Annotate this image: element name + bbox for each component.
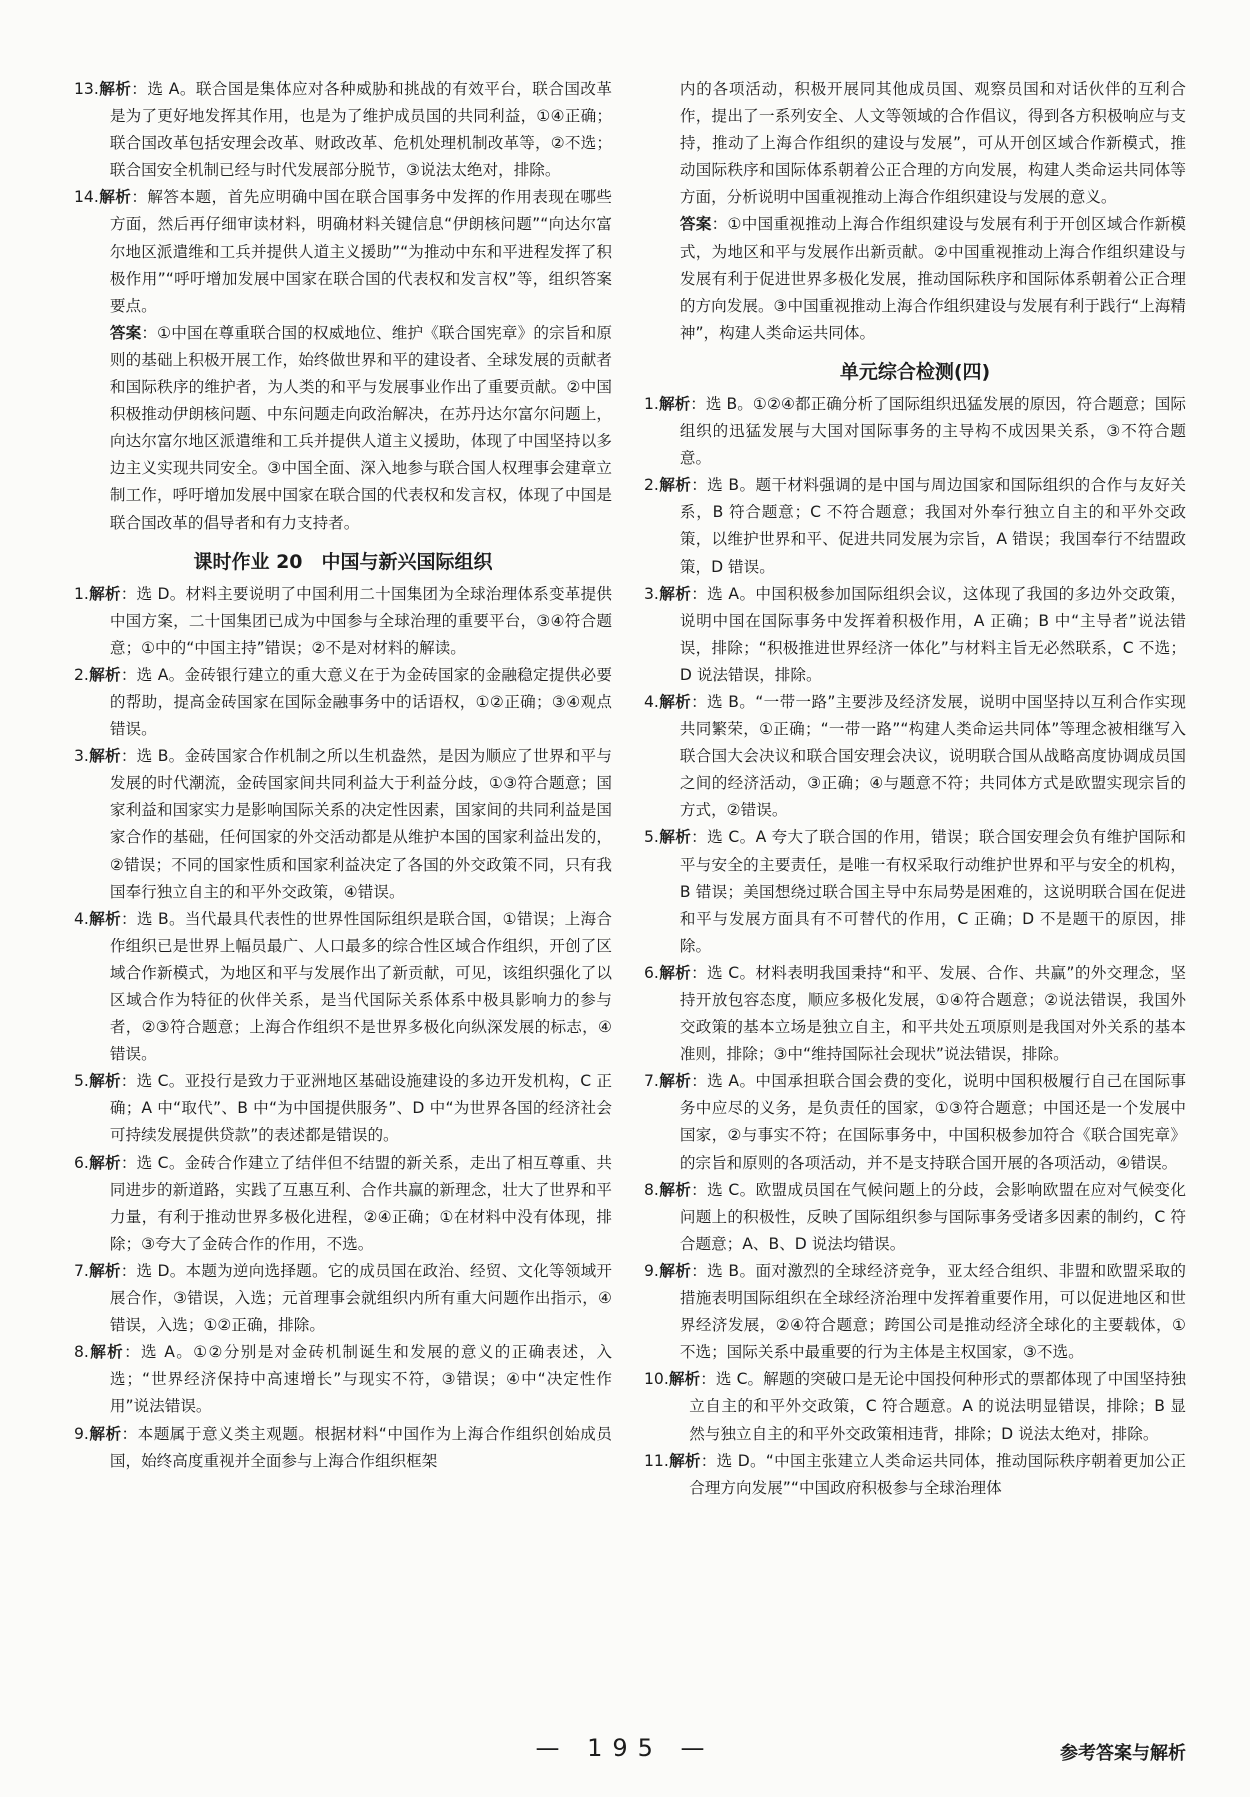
answer-item: 4.解析：选 B。“一带一路”主要涉及经济发展，说明中国坚持以互利合作实现共同繁荣，①正确；“一带一路”“构建人类命运共同体”等理念被相继写入联合国大会决议和联合国安理会决议，说明联合国从战略高度协调成员国之间的经济活动，③正确；④与题意不符；共同体方式是欧盟实现宗旨的方式，②错误。 — [644, 692, 1186, 820]
answer-item: 7.解析：选 D。本题为逆向选择题。它的成员国在政治、经贸、文化等领域开展合作，③错误，入选；元首理事会就组织内所有重大问题作出指示，④错误，入选；①②正确，排除。 — [74, 1261, 612, 1335]
right-column — [644, 76, 1186, 1502]
left-column — [74, 76, 612, 1475]
answer-item: 6.解析：选 C。金砖合作建立了结伴但不结盟的新关系，走出了相互尊重、共同进步的新道路，实践了互惠互利、合作共赢的新理念，壮大了世界和平力量，有利于推动世界多极化进程，②④正确；①在材料中没有体现，排除；③夸大了金砖合作的作用，不选。 — [74, 1153, 612, 1253]
answer-item: 3.解析：选 B。金砖国家合作机制之所以生机盎然，是因为顺应了世界和平与发展的时代潮流，金砖国家间共同利益大于利益分歧，①③符合题意；国家利益和国家实力是影响国际关系的决定性因素，国家间的共同利益是国家合作的基础，任何国家的外交活动都是从维护本国的国家利益出发的，②错误；不同的国家性质和国家利益决定了各国的外交政策不同，只有我国奉行独立自主的和平外交政策，④错误。 — [74, 747, 612, 901]
answer-item: 9.解析：选 B。面对激烈的全球经济竞争，亚太经合组织、非盟和欧盟采取的措施表明国际组织在全球经济治理中发挥着重要作用，可以促进地区和世界经济发展，②④符合题意；跨国公司是推动经济全球化的主要载体，①不选；国际关系中最重要的行为主体是主权国家，③不选。 — [644, 1261, 1186, 1362]
answer-item: 1.解析：选 D。材料主要说明了中国利用二十国集团为全球治理体系变革提供中国方案，二十国集团已成为中国参与全球治理的重要平台，③④符合题意；①中的“中国主持”错误；②不是对材料的解读。 — [74, 584, 612, 657]
answer-9-answer: 答案：①中国重视推动上海合作组织建设与发展有利于开创区域合作新模式，为地区和平与发展作出新贡献。②中国重视推动上海合作组织建设与发展有利于促进世界多极化发展，推动国际秩序和国际体系朝着公正合理的方向发展。③中国重视推动上海合作组织建设与发展有利于践行“上海精神”，构建人类命运共同体。 — [679, 215, 1186, 342]
answer-item: 2.解析：选 B。题干材料强调的是中国与周边国家和国际组织的合作与友好关系，B 符合题意；C 不符合题意；我国对外奉行独立自主的和平外交政策，以维护世界和平、促进共同发展为宗旨，A 错误；我国奉行不结盟政策，D 错误。 — [644, 476, 1186, 576]
answer-item: 4.解析：选 B。当代最具代表性的世界性国际组织是联合国，①错误；上海合作组织已是世界上幅员最广、人口最多的综合性区域合作组织，开创了区域合作新模式，为地区和平与发展作出了新贡献，可见，该组织强化了以区域合作为特征的伙伴关系，是当代国际关系体系中极具影响力的参与者，②③符合题意；上海合作组织不是世界多极化向纵深发展的标志，④错误。 — [74, 909, 612, 1064]
answer-item-14: 14.解析：解答本题，首先应明确中国在联合国事务中发挥的作用表现在哪些方面，然后再仔细审读材料，明确材料关键信息“伊朗核问题”“向达尔富尔地区派遣维和工兵并提供人道主义援助”“为推动中东和平进程发挥了积极作用”“呼吁增加发展中国家在联合国的代表权和发言权”等，组织答案要点。 — [74, 188, 612, 315]
answer-item: 8.解析：选 C。欧盟成员国在气候问题上的分歧，会影响欧盟在应对气候变化问题上的积极性，反映了国际组织参与国际事务受诸多因素的制约，C 符合题意；A、B、D 说法均错误。 — [644, 1180, 1186, 1253]
answer-item: 5.解析：选 C。A 夸大了联合国的作用，错误；联合国安理会负有维护国际和平与安全的主要责任，是唯一有权采取行动维护世界和平与安全的机构，B 错误；美国想绕过联合国主导中东局势是困难的，这说明联合国在促进和平与发展方面具有不可替代的作用，C 正确；D 不是题干的原因，排除。 — [644, 828, 1186, 955]
answer-item: 9.解析：本题属于意义类主观题。根据材料“中国作为上海合作组织创始成员国，始终高度重视并全面参与上海合作组织框架 — [74, 1424, 612, 1470]
answer-item: 5.解析：选 C。亚投行是致力于亚洲地区基础设施建设的多边开发机构，C 正确；A 中“取代”、B 中“为中国提供服务”、D 中“为世界各国的经济社会可持续发展提供贷款”的表述都是错误的。 — [74, 1072, 612, 1145]
section-title-lesson-20: 课时作业 20 中国与新兴国际组织 — [193, 550, 493, 573]
answer-item: 8.解析：选 A。①②分别是对金砖机制诞生和发展的意义的正确表述，入选；“世界经济保持中高速增长”与现实不符，③错误；④中“决定性作用”说法错误。 — [74, 1343, 612, 1416]
answer-item: 3.解析：选 A。中国积极参加国际组织会议，这体现了我国的多边外交政策，说明中国在国际事务中发挥着积极作用，A 正确；B 中“主导者”说法错误，排除；“积极推进世界经济一体化”与材料主旨无必然联系，C 不选；D 说法错误，排除。 — [644, 584, 1186, 684]
answer-item: 1.解析：选 B。①②④都正确分析了国际组织迅猛发展的原因，符合题意；国际组织的迅猛发展与大国对国际事务的主导构不成因果关系，③不符合题意。 — [644, 394, 1186, 468]
answer-item: 6.解析：选 C。材料表明我国秉持“和平、发展、合作、共赢”的外交理念，坚持开放包容态度，顺应多极化发展，①④符合题意；②说法错误，我国外交政策的基本立场是独立自主，和平共处五项原则是我国对外关系的基本准则，排除；③中“维持国际社会现状”说法错误，排除。 — [644, 963, 1186, 1064]
footer-section-label: 参考答案与解析 — [1060, 1743, 1186, 1764]
answer-14-answer: 答案：①中国在尊重联合国的权威地位、维护《联合国宪章》的宗旨和原则的基础上积极开展工作，始终做世界和平的建设者、全球发展的贡献者和国际秩序的维护者，为人类的和平与发展事业作出了重要贡献。②中国积极推动伊朗核问题、中东问题走向政治解决，在苏丹达尔富尔问题上，向达尔富尔地区派遣维和工兵并提供人道主义援助，体现了中国坚持以多边主义实现共同安全。③中国全面、深入地参与联合国人权理事会建章立制工作，呼吁增加发展中国家在联合国的代表权和发言权，体现了中国是联合国改革的倡导者和有力支持者。 — [109, 323, 612, 532]
answer-item: 11.解析：选 D。“中国主张建立人类命运共同体，推动国际秩序朝着更加公正合理方向发展”“中国政府积极参与全球治理体 — [644, 1451, 1186, 1497]
answer-item: 10.解析：选 C。解题的突破口是无论中国投何种形式的票都体现了中国坚持独立自主的和平外交政策，C 符合题意。A 的说法明显错误，排除；B 显然与独立自主的和平外交政策相违背，排除；D 说法太绝对，排除。 — [644, 1370, 1186, 1443]
page-number: — 195 — — [535, 1734, 715, 1762]
answer-9-continuation: 内的各项活动，积极开展同其他成员国、观察员国和对话伙伴的互利合作，提出了一系列安全、人文等领域的合作倡议，得到各方积极响应与支持，推动了上海合作组织的建设与发展”，可从开创区域合作新模式，推动国际秩序和国际体系朝着公正合理的方向发展，构建人类命运共同体等方面，分析说明中国重视推动上海合作组织建设与发展的意义。 — [679, 80, 1186, 207]
answer-item: 2.解析：选 A。金砖银行建立的重大意义在于为金砖国家的金融稳定提供必要的帮助，提高金砖国家在国际金融事务中的话语权，①②正确；③④观点错误。 — [74, 665, 612, 739]
answer-item-13: 13.解析：选 A。联合国是集体应对各种威胁和挑战的有效平台，联合国改革是为了更好地发挥其作用，也是为了维护成员国的共同利益，①④正确；联合国改革包括安理会改革、财政改革、危机处理机制改革等，②不选；联合国安全机制已经与时代发展部分脱节，③说法太绝对，排除。 — [74, 80, 612, 180]
section-title-unit-test-4: 单元综合检测(四) — [839, 360, 991, 383]
answer-item: 7.解析：选 A。中国承担联合国会费的变化，说明中国积极履行自己在国际事务中应尽的义务，是负责任的国家，①③符合题意；中国还是一个发展中国家，②与事实不符；在国际事务中，中国积极参加符合《联合国宪章》的宗旨和原则的各项活动，并不是支持联合国开展的各项活动，④错误。 — [644, 1072, 1186, 1172]
